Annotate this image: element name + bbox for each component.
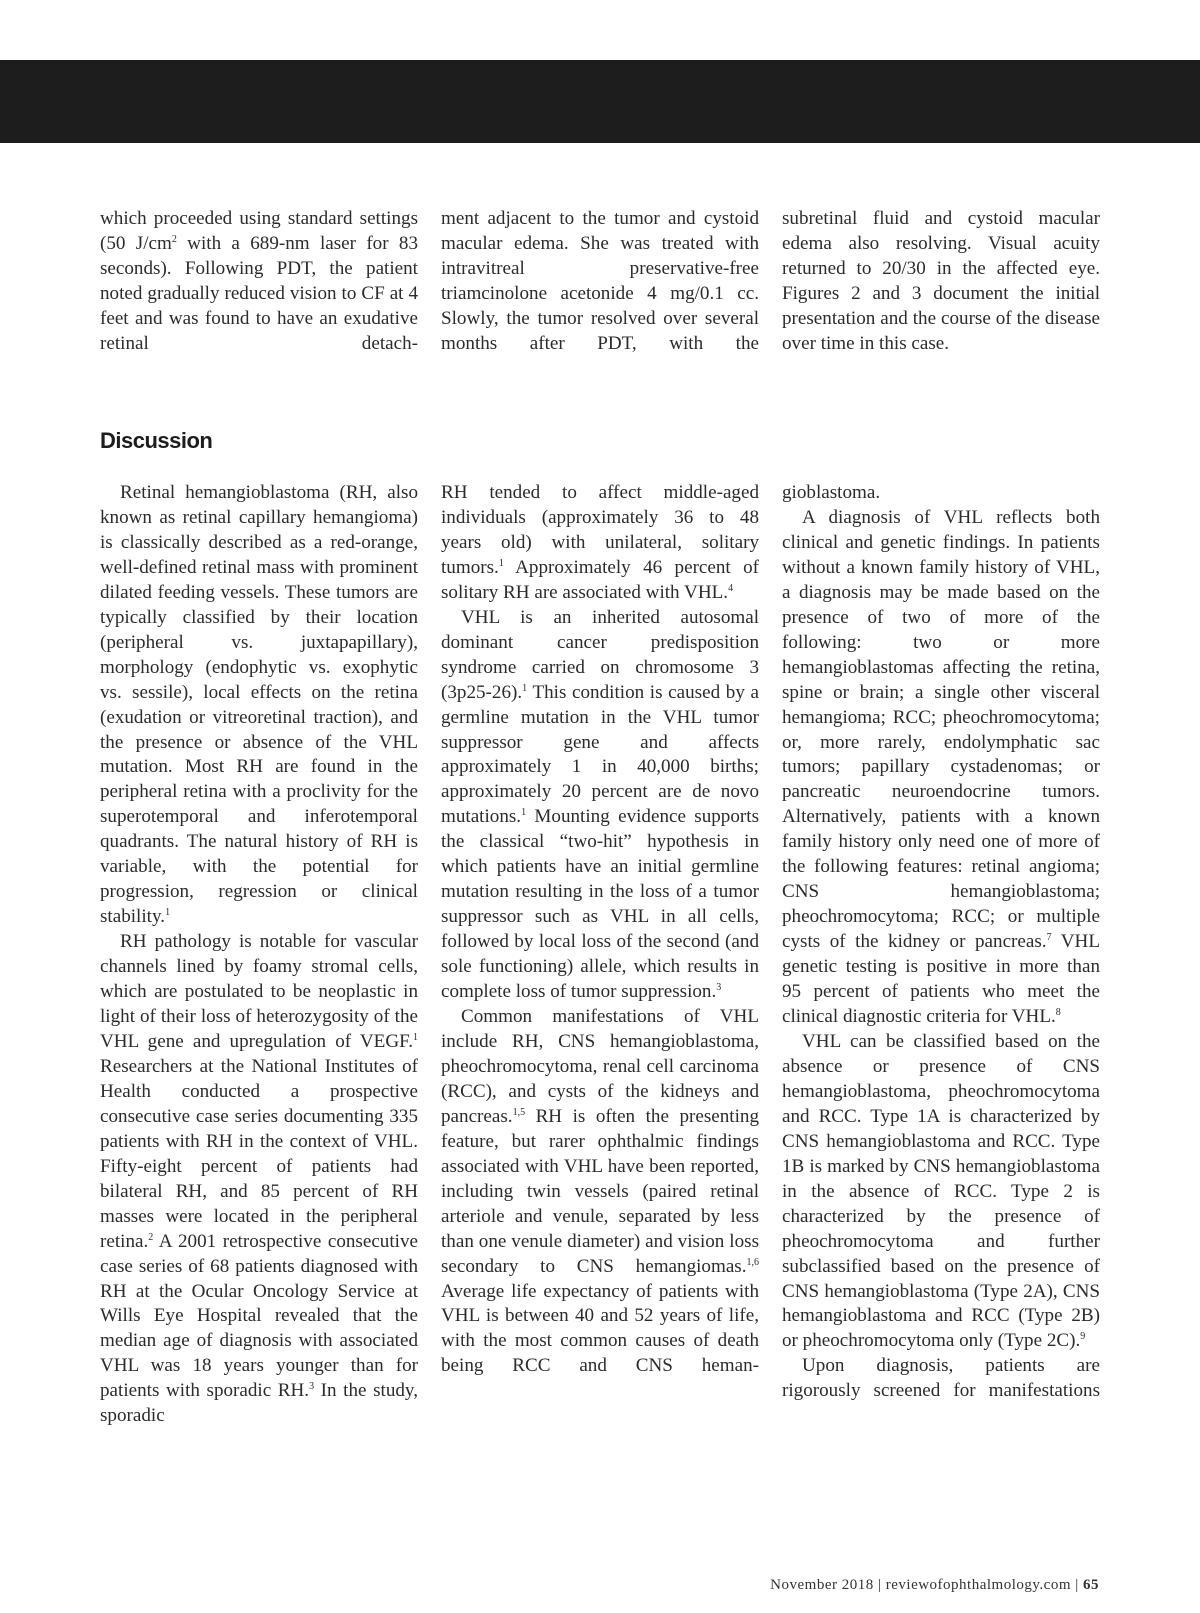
body-paragraph: RH tended to affect middle-aged individuals (approximately 36 to 48 years old) with unilateral, solitary tumors.$^1$ Approximately 46 percent of solitary RH are associated with VHL.$^4$: [441, 482, 759, 603]
body-paragraph: Upon diagnosis, patients are rigorously screened for manifestations: [782, 1355, 1100, 1402]
body-paragraph: RH pathology is notable for vascular channels lined by foamy stromal cells, which are postulated to be neoplastic in light of their loss of heterozygosity of the VHL gene and upregulation of VEGF.$^1$ Researchers at the National Institutes of Health conducted a prospective consecutive case series documenting 335 patients with RH in the context of VHL. Fifty-eight percent of patients had bilateral RH, and 85 percent of RH masses were located in the peripheral retina.$^2$ A 2001 retrospective consecutive case series of 68 patients diagnosed with RH at the Ocular Oncology Service at Wills Eye Hospital revealed that the median age of diagnosis with associated VHL was 18 years younger than for patients with sporadic RH.$^3$ In the study, sporadic: [100, 931, 419, 1427]
intro-paragraph-1: which proceeded using standard settings (50 $J/cm^2$ with a 689-nm laser for 83 seconds). Following PDT, the patient noted gradually reduced vision to CF at 4 feet and was found to have an exudative retinal detach-: [100, 208, 418, 354]
body-paragraph: A diagnosis of VHL reflects both clinical and genetic findings. In patients without a known family history of VHL, a diagnosis may be made based on the presence of two of more of the following: two or more hemangioblastomas affecting the retina, spine or brain; a single other visceral hemangioma; RCC; pheochromocytoma; or, more rarely, endolymphatic sac tumors; papillary cystadenomas; or pancreatic neuroendocrine tumors. Alternatively, patients with a known family history only need one of more of the following features: retinal angioma; CNS hemangioblastoma; pheochromocytoma; RCC; or multiple cysts of the kidney or pancreas.$^7$ VHL genetic testing is positive in more than 95 percent of patients who meet the clinical diagnostic criteria for VHL.$^8$: [782, 506, 1101, 1028]
page-footer: [770, 1577, 1099, 1594]
discussion-column-1: [100, 481, 418, 1429]
footer-separator: |: [1075, 1577, 1083, 1593]
body-paragraph: VHL is an inherited autosomal dominant cancer predisposition syndrome carried on chromosome 3 (3p25-26).$^1$ This condition is caused by a germline mutation in the VHL tumor suppressor gene and affects approximately 1 in 40,000 births; approximately 20 percent are de novo mutations.$^1$ Mounting evidence supports the classical “two-hit” hypothesis in which patients have an initial germline mutation resulting in the loss of a tumor suppressor such as VHL in all cells, followed by local loss of the second (and sole functioning) allele, which results in complete loss of tumor suppression.$^3$: [441, 606, 759, 1003]
intro-column-3: [782, 207, 1100, 357]
body-paragraph: VHL can be classified based on the absence or presence of CNS hemangioblastoma, pheochromocytoma and RCC. Type 1A is characterized by CNS hemangioblastoma and RCC. Type 1B is marked by CNS hemangioblastoma in the absence of RCC. Type 2 is characterized by the presence of pheochromocytoma and further subclassified based on the presence of CNS hemangioblastoma (Type 2A), CNS hemangioblastoma and RCC (Type 2B) or pheochromocytoma only (Type 2C).$^9$: [782, 1030, 1100, 1352]
intro-column-1: [100, 207, 418, 357]
header-bar: [0, 60, 1200, 143]
intro-paragraph-3: subretinal fluid and cystoid macular edema also resolving. Visual acuity returned to 20/30 in the affected eye. Figures 2 and 3 document the initial presentation and the course of the disease over time in this case.: [782, 208, 1100, 354]
body-paragraph: gioblastoma.: [782, 482, 881, 503]
footer-date: November 2018: [770, 1577, 874, 1593]
footer-separator: |: [877, 1577, 886, 1593]
discussion-column-3: [782, 481, 1100, 1404]
body-paragraph: Retinal hemangioblastoma (RH, also known as retinal capillary hemangioma) is classically described as a red-orange, well-defined retinal mass with prominent dilated feeding vessels. These tumors are typically classified by their location (peripheral vs. juxtapapillary), morphology (endophytic vs. exophytic vs. sessile), local effects on the retina (exudation or vitreoretinal traction), and the presence or absence of the VHL mutation. Most RH are found in the peripheral retina with a proclivity for the superotemporal and inferotemporal quadrants. The natural history of RH is variable, with the potential for progression, regression or clinical stability.$^1$: [100, 482, 418, 928]
footer-site: reviewofophthalmology.com: [885, 1577, 1071, 1593]
intro-paragraph-2: ment adjacent to the tumor and cystoid macular edema. She was treated with intravitreal preservative-free triamcinolone acetonide 4 mg/0.1 cc. Slowly, the tumor resolved over several months after PDT, with the: [441, 208, 759, 354]
section-heading-discussion: Discussion: [100, 428, 213, 453]
discussion-column-2: [441, 481, 759, 1379]
body-paragraph: Common manifestations of VHL include RH, CNS hemangioblastoma, pheochromocytoma, renal cell carcinoma (RCC), and cysts of the kidneys and pancreas.$^{1,5}$ RH is often the presenting feature, but rarer ophthalmic findings associated with VHL have been reported, including twin vessels (paired retinal arteriole and venule, separated by less than one venule diameter) and vision loss secondary to CNS hemangiomas.$^{1,6}$ Average life expectancy of patients with VHL is between 40 and 52 years of life, with the most common causes of death being RCC and CNS heman-: [441, 1006, 759, 1377]
page-number: 65: [1083, 1577, 1099, 1593]
intro-column-2: [441, 207, 759, 357]
